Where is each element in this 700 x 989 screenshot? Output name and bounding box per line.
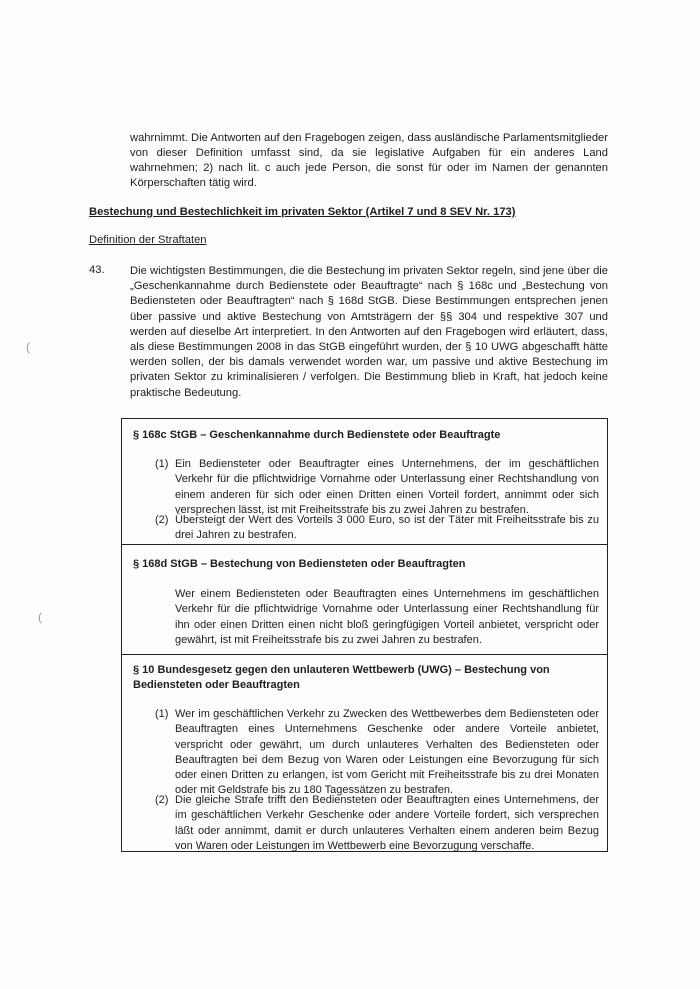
intro-paragraph: wahrnimmt. Die Antworten auf den Fragebogen zeigen, dass ausländische Parlamentsmitglieder von dieser Definition umfasst sind, da sie legislative Aufgaben für ein anderes Land wahrnehmen; 2) nach lit. c auch jede Person, die sonst für oder im Namen der genannten Körperschaften tätig wird. <box>130 132 608 189</box>
paragraph-number: 43. <box>89 264 105 276</box>
statute-168d-text: Wer einem Bediensteten oder Beauftragten eines Unternehmens im geschäftlichen Verkehr für die pflichtwidrige Vornahme oder Unterlassung einer Rechtshandlung für ihn oder einen Dritten einen nicht bloß geringfügigen Vorteil anbietet, verspricht oder gewährt, ist mit Freiheitsstrafe bis zu zwei Jahren zu bestrafen. <box>175 588 599 646</box>
statute-168d <box>122 545 607 655</box>
item-number: (1) <box>155 708 169 720</box>
item-text: Die gleiche Strafe trifft den Bediensteten oder Beauftragten eines Unternehmens, der im geschäftlichen Verkehr Geschenke oder andere Vorteile fordert, sich versprechen läßt oder annimmt, damit er durch unlauteres Verhalten einem anderen beim Bezug von Waren oder Leistungen im Wettbewerb eine Bevorzugung verschaffe. <box>175 794 599 852</box>
item-text: Wer im geschäftlichen Verkehr zu Zwecken des Wettbewerbes dem Bediensteten oder Beauftragten eines Unternehmens Geschenke oder andere Vorteile anbietet, verspricht oder gewährt, um durch unlauteres Verhalten des Bediensteten oder Beauftragten bei dem Bezug von Waren oder Leistungen eine Bevorzugung für sich oder einen Dritten zu erlangen, ist vom Gericht mit Freiheitsstrafe bis zu drei Monaten oder mit Geldstrafe bis zu 180 Tagessätzen zu bestrafen. <box>175 708 599 797</box>
statute-168c <box>122 419 607 545</box>
item-number: (1) <box>155 458 169 470</box>
statute-168c-title: § 168c StGB – Geschenkannahme durch Bedienstete oder Beauftragte <box>133 429 501 441</box>
paragraph-text: Die wichtigsten Bestimmungen, die die Bestechung im privaten Sektor regeln, sind jene über die „Geschenkannahme durch Bedienstete oder Beauftragte“ nach § 168c und „Bestechung von Bediensteten oder Beauftragten“ nach § 168d StGB. Diese Bestimmungen entsprechen jenen über passive und aktive Bestechung von Amtsträgern der §§ 304 und respektive 307 und werden auf dieselbe Art interpretiert. In den Antworten auf den Fragebogen wird erläutert, dass, als diese Bestimmungen 2008 in das StGB eingeführt wurden, der § 10 UWG abgeschafft hätte werden sollen, der bis damals verwendet worden war, um passive und aktive Bestechung im privaten Sektor zu kriminalisieren / verfolgen. Die Bestimmung blieb in Kraft, hat jedoch keine praktische Bedeutung. <box>130 265 608 399</box>
statute-168d-title: § 168d StGB – Bestechung von Bediensteten oder Beauftragten <box>133 558 466 570</box>
item-number: (2) <box>155 794 169 806</box>
statute-box <box>121 418 608 852</box>
scan-margin-mark: ( <box>38 610 42 624</box>
scan-margin-mark: ( <box>26 340 30 354</box>
item-number: (2) <box>155 514 169 526</box>
statute-10-uwg-title: § 10 Bundesgesetz gegen den unlauteren Wettbewerb (UWG) – Bestechung von Bediensteten oder Beauftragten <box>133 664 550 691</box>
item-text: Übersteigt der Wert des Vorteils 3 000 Euro, so ist der Täter mit Freiheitsstrafe bis zu drei Jahren zu bestrafen. <box>175 514 599 542</box>
statute-10-uwg <box>122 655 607 853</box>
item-text: Ein Bediensteter oder Beauftragter eines Unternehmens, der im geschäftlichen Verkehr für die pflichtwidrige Vornahme oder Unterlassung einer Rechtshandlung von einem anderen für sich oder einen Dritten einen Vorteil fordert, annimmt oder sich versprechen lässt, ist mit Freiheitsstrafe bis zu zwei Jahren zu bestrafen. <box>175 458 599 516</box>
sub-heading: Definition der Straftaten <box>89 234 207 246</box>
section-heading: Bestechung und Bestechlichkeit im privaten Sektor (Artikel 7 und 8 SEV Nr. 173) <box>89 206 516 218</box>
